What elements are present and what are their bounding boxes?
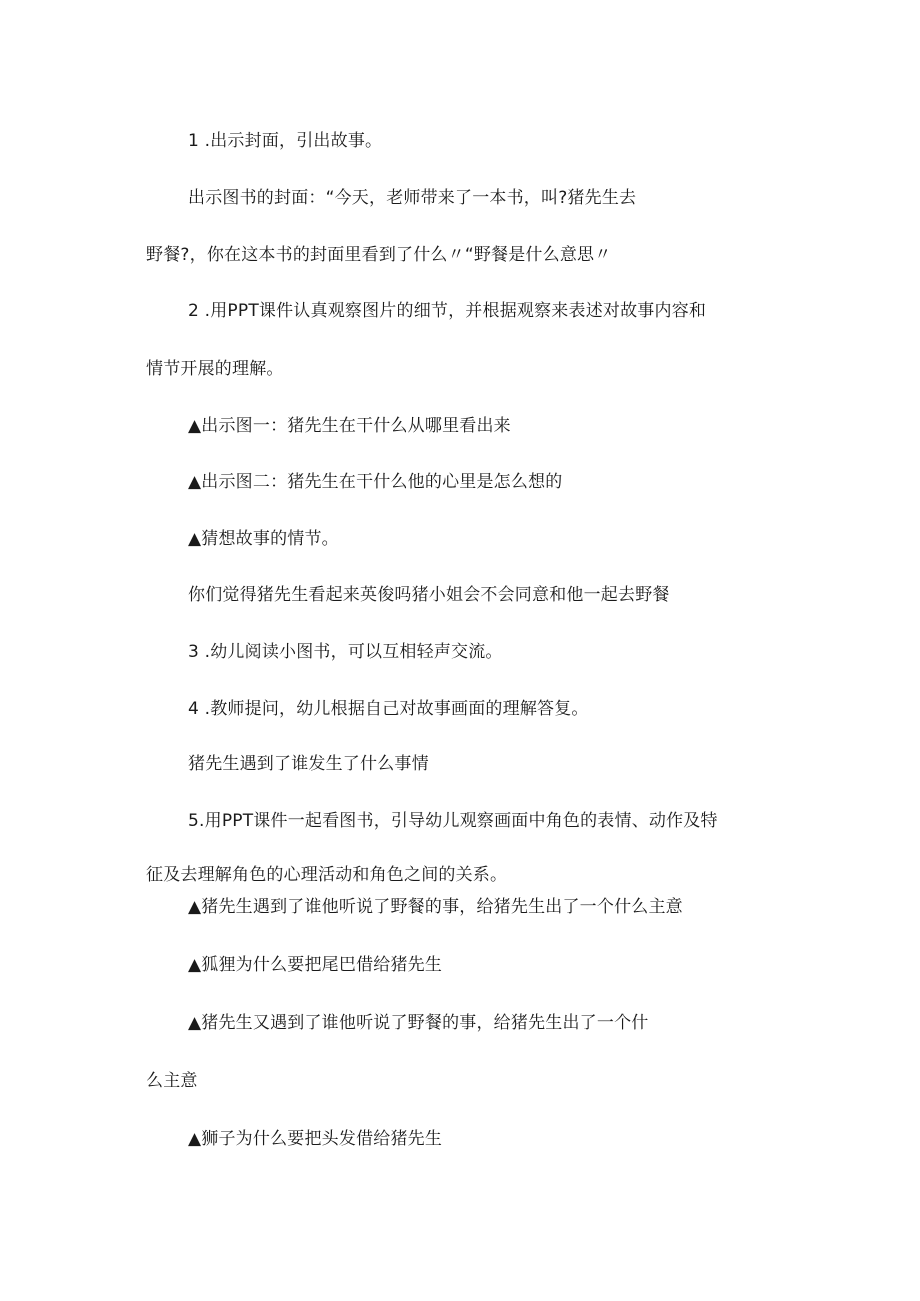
bullet-item: ▲猪先生又遇到了谁他听说了野餐的事，给猪先生出了一个什 bbox=[188, 1013, 649, 1033]
step-4-heading: 4 .教师提问，幼儿根据自己对故事画面的理解答复。 bbox=[188, 699, 589, 719]
paragraph-line: 出示图书的封面：“今天，老师带来了一本书，叫?猪先生去 bbox=[188, 188, 637, 208]
paragraph-line: 情节开展的理解。 bbox=[146, 359, 284, 379]
paragraph-line: 么主意 bbox=[146, 1071, 198, 1091]
bullet-item: ▲猪先生遇到了谁他听说了野餐的事，给猪先生出了一个什么主意 bbox=[188, 897, 683, 917]
step-3-heading: 3 .幼儿阅读小图书，可以互相轻声交流。 bbox=[188, 642, 503, 662]
bullet-item: ▲出示图一：猪先生在干什么从哪里看出来 bbox=[188, 416, 511, 436]
bullet-item: ▲出示图二：猪先生在干什么他的心里是怎么想的 bbox=[188, 472, 563, 492]
step-2-heading: 2 .用PPT课件认真观察图片的细节，并根据观察来表述对故事内容和 bbox=[188, 301, 707, 321]
step-5-heading: 5.用PPT课件一起看图书，引导幼儿观察画面中角色的表情、动作及特 bbox=[188, 811, 718, 831]
paragraph-line: 你们觉得猪先生看起来英俊吗猪小姐会不会同意和他一起去野餐 bbox=[188, 585, 670, 605]
bullet-item: ▲狮子为什么要把头发借给猪先生 bbox=[188, 1129, 443, 1149]
paragraph-line: 野餐?，你在这本书的封面里看到了什么〃“野餐是什么意思〃 bbox=[146, 245, 612, 265]
bullet-item: ▲狐狸为什么要把尾巴借给猪先生 bbox=[188, 955, 443, 975]
paragraph-line: 猪先生遇到了谁发生了什么事情 bbox=[188, 754, 429, 774]
bullet-item: ▲猜想故事的情节。 bbox=[188, 529, 339, 549]
paragraph-line: 征及去理解角色的心理活动和角色之间的关系。 bbox=[146, 865, 508, 885]
step-1-heading: 1 .出示封面，引出故事。 bbox=[188, 131, 383, 151]
